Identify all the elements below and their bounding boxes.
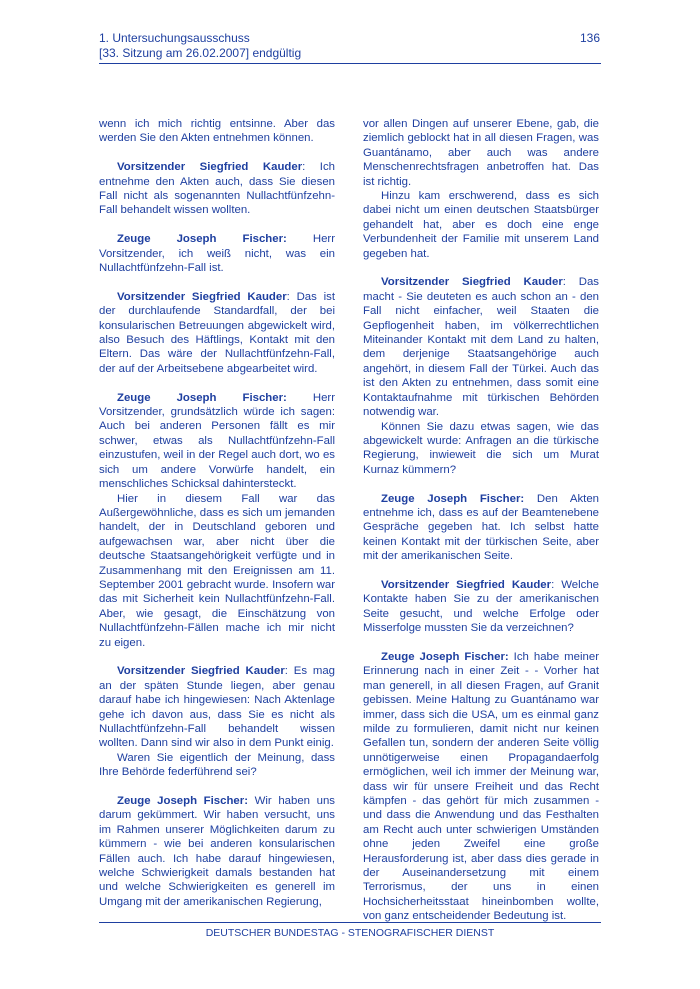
speaker-name: Vorsitzender Siegfried Kauder (381, 276, 563, 289)
paragraph (99, 391, 335, 492)
left-column (99, 117, 335, 909)
paragraph-text: Waren Sie eigentlich der Meinung, dass Ihre Behörde federführend sei? (99, 751, 335, 779)
paragraph (99, 160, 335, 218)
paragraph (99, 751, 335, 780)
header-divider (99, 63, 601, 64)
paragraph-text: Wir haben uns darum gekümmert. Wir haben versucht, uns im Rahmen unserer Möglichkeiten darum zu kümmern - wie bei anderen konsularischen Fällen auch. Ich habe darauf hingewiesen, welche Schwierigkeit damals bestanden hat und welche Schwierigkeiten es generell im Umgang mit der amerikanischen Regierung, (99, 795, 336, 908)
paragraph-text: Den Akten entnehme ich, dass es auf der Beamtenebene Gespräche gegeben hat. Ich selbst hatte keinen Kontakt mit der türkischen Seite, aber mit der amerikanischen Seite. (363, 492, 599, 563)
paragraph-text: Ich habe meiner Erinnerung nach in einer Zeit - - Vorher hat man generell, in all diesen Fragen, auf Granit gebissen. Meine Haltung zu Guantánamo war immer, dass sich die USA, um es einmal ganz milde zu formulieren, damit nicht nur keinen Gefallen tun, sondern der anderen Seite völlig unnötigerweise einen Propagandaerfolg ermöglichen, weil ich immer der Meinung war, dass wir für unsere Freiheit und das Recht kämpfen - das gehört für mich zusammen - und dass die Anwendung und das Festhalten am Recht auch unter schwierigen Umständen ohne jeden Zweifel eine große Herausforderung ist, aber dass dies gerade in der Auseinandersetzung mit einem Terrorismus, der uns in einen Hochsicherheitsstaat hineinbomben wollte, von ganz entscheidender Bedeutung ist. (363, 650, 599, 923)
paragraph-text: Können Sie dazu etwas sagen, wie das abgewickelt wurde: Anfragen an die türkische Regierung, inwieweit die sich um Murat Kurnaz kümmern? (363, 420, 599, 476)
speaker-name: Zeuge Joseph Fischer: (117, 391, 287, 404)
paragraph (99, 794, 335, 909)
paragraph-text: vor allen Dingen auf unserer Ebene, gab, die ziemlich geblockt hat in all diesen Fragen, was Guantánamo, aber auch was andere Menschenrechtsfragen anbetroffen hat. Das ist richtig. (363, 118, 599, 188)
page-number: 136 (579, 31, 600, 45)
speaker-name: Zeuge Joseph Fischer: (381, 650, 509, 663)
paragraph (363, 578, 599, 636)
paragraph (363, 189, 599, 261)
speaker-name: Zeuge Joseph Fischer: (117, 795, 248, 807)
paragraph (363, 492, 599, 564)
paragraph (99, 290, 335, 376)
session-info: [33. Sitzung am 26.02.2007] endgültig (99, 46, 302, 60)
speaker-name: Zeuge Joseph Fischer: (381, 492, 525, 505)
paragraph (99, 232, 335, 275)
paragraph-text: : Das macht - Sie deuteten es auch schon an - den Fall nicht einfacher, weil Staaten die Gepflogenheit haben, im völkerrechtlichen Miteinander Kontakt mit dem Land zu halten, dem derjenige Staatsangehörige auch angehört, in diesem Fall der Türkei. Auch das ist den Akten zu entnehmen, dass somit eine Kontaktaufnahme mit türkischen Behörden notwendig war. (363, 276, 599, 419)
page-header (99, 31, 301, 61)
paragraph (99, 117, 335, 146)
speaker-name: Vorsitzender Siegfried Kauder (381, 578, 552, 591)
page-footer: DEUTSCHER BUNDESTAG - STENOGRAFISCHER DIENST (205, 927, 495, 939)
speaker-name: Vorsitzender Siegfried Kauder (117, 290, 287, 303)
paragraph (99, 664, 335, 750)
right-column (363, 117, 599, 924)
paragraph (363, 650, 599, 924)
paragraph-text: Hier in diesem Fall war das Außergewöhnliche, dass es sich um jemanden handelt, der in Deutschland geboren und aufgewachsen war, aber nicht über die deutsche Staatsangehörigkeit verfügte und in Zusammenhang mit den Ereignissen am 11. September 2001 gebracht wurde. Insofern war das mit Sicherheit kein Nullachtfünfzehn-Fall. Aber, wie gesagt, die Einschätzung von Nullachtfünfzehn-Fällen mache ich mir nicht zu eigen. (99, 492, 335, 649)
footer-divider (99, 922, 601, 923)
paragraph-text: Hinzu kam erschwerend, dass es sich dabei nicht um einen deutschen Staatsbürger gehandelt hat, aber es doch eine enge Verbundenheit der Familie mit unserem Land gegeben hat. (363, 190, 599, 260)
paragraph-text: : Ich entnehme den Akten auch, dass Sie diesen Fall nicht als sogenannten Nullachtfünfzehn-Fall behandelt wissen wollten. (99, 161, 335, 217)
speaker-name: Vorsitzender Siegfried Kauder (117, 665, 285, 678)
paragraph-text: : Es mag an der späten Stunde liegen, aber genau darauf habe ich hingewiesen: Nach Aktenlage gehe ich davon aus, dass Sie es nicht als Nullachtfünfzehn-Fall behandelt wissen wollten. Dann sind wir also in dem Punkt einig. (99, 665, 335, 750)
paragraph (363, 420, 599, 478)
paragraph-text: wenn ich mich richtig entsinne. Aber das werden Sie den Akten entnehmen können. (99, 118, 335, 145)
paragraph-text: Herr Vorsitzender, grundsätzlich würde ich sagen: Auch bei anderen Personen fällt es mir schwer, etwas als Nullachtfünfzehn-Fall einzustufen, weil in der Regel auch dort, wo es sich um andere Vorwürfe handelt, ein menschliches Schicksal dahintersteckt. (99, 391, 335, 491)
paragraph (363, 275, 599, 419)
committee-title: 1. Untersuchungsausschuss (99, 31, 250, 45)
paragraph-text: Herr Vorsitzender, ich weiß nicht, was ein Nullachtfünfzehn-Fall ist. (99, 233, 335, 275)
paragraph (363, 117, 599, 189)
speaker-name: Vorsitzender Siegfried Kauder (117, 161, 303, 174)
paragraph (99, 492, 335, 650)
paragraph-text: : Welche Kontakte haben Sie zu der amerikanischen Seite gesucht, und welche Erfolge oder Misserfolge mussten Sie da verzeichnen? (363, 578, 599, 635)
paragraph-text: : Das ist der durchlaufende Standardfall, der bei konsularischen Betreuungen abgewickelt wird, also Besuch des Häftlings, Kontakt mit den Eltern. Das wäre der Nullachtfünfzehn-Fall, der auf der Arbeitsebene abgearbeitet wird. (99, 290, 335, 375)
speaker-name: Zeuge Joseph Fischer: (117, 233, 287, 246)
